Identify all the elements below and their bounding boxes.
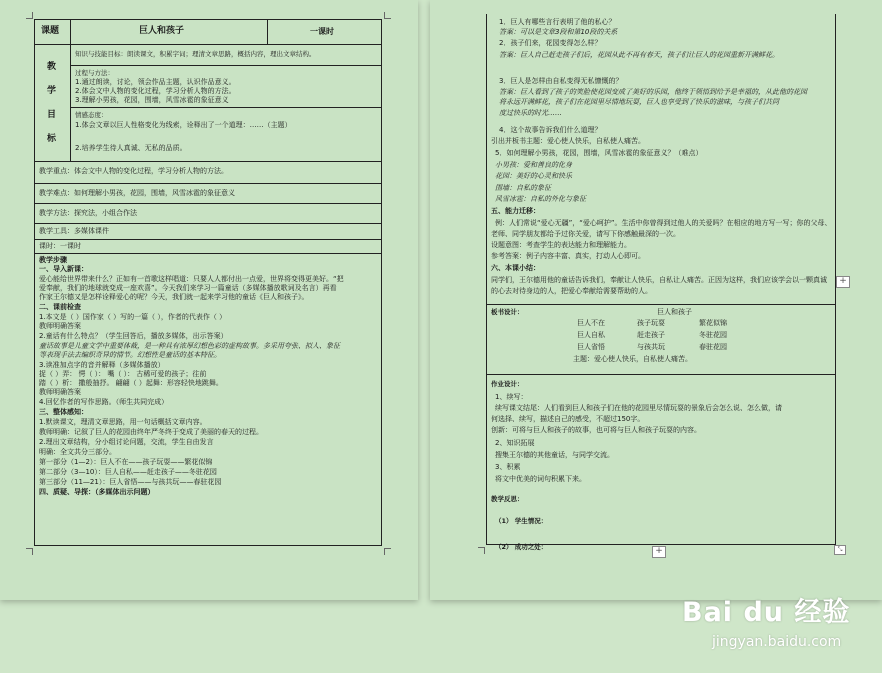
homework-design xyxy=(487,374,835,551)
question-line: 答案：巨人看到了孩子的笑脸使花园变成了美好的乐园，他终于领悟到给予是幸福的，从此他的花园 xyxy=(499,88,807,96)
key-point: 教学重点：体会文中人物的变化过程，学习分析人物的方法。 xyxy=(39,167,228,175)
emotion-title: 情感态度： xyxy=(75,111,108,119)
question-line: 3．巨人是怎样由自私变得无私慷慨的？ xyxy=(499,77,623,85)
subject-label: 课题 xyxy=(41,26,60,36)
process-item: 3.理解小男孩，花园，围墙，风雪冰雹的象征意义 xyxy=(75,96,229,104)
baidu-jingyan-watermark xyxy=(682,590,882,673)
transfer-line: 设题意图：考查学生的表达能力和理解能力。 xyxy=(491,241,631,249)
check-line: 踏（ ）析： 撒般抽抒。 翩翩（ ）起舞：形容轻快地跳舞。 xyxy=(39,379,223,387)
check-line: 童话故事是儿童文学中重要体裁，是一种具有浓厚幻想色彩的虚构故事。多采用夸张、拟人、象征 xyxy=(39,342,340,350)
homework-line: 搜集王尔德的其他童话，与同学交流。 xyxy=(495,451,614,459)
emotion-item: 2.培养学生待人真诚、无私的品质。 xyxy=(75,144,187,152)
question-line: 答案：可以是文章3段和第10段的关系 xyxy=(499,28,618,36)
homework-label: 作业设计： xyxy=(491,380,524,388)
question-line: 将永远开满鲜花，孩子们在花园里尽情地玩耍，巨人也享受到了快乐的滋味，与孩子们共同 xyxy=(499,98,779,106)
process-title: 过程与方法： xyxy=(75,69,114,77)
margin-mark xyxy=(26,12,33,19)
homework-line: 续写课文结尾：人们看到巨人和孩子们在他的花园里尽情玩耍的景象后会怎么说、怎么做，请 xyxy=(495,404,782,412)
reflection-item: （1） 学生情况： xyxy=(495,517,548,525)
homework-line: 何选择、续写，描述自己的感受，不超过150字。 xyxy=(491,415,645,423)
class-hours: 课时：一课时 xyxy=(39,242,81,250)
board-theme: 主题：爱心使人快乐，自私使人痛苦。 xyxy=(573,355,692,363)
overview-line: 2.理出文章结构，分小组讨论问题，交流，学生自由发言 xyxy=(39,438,214,446)
question-line: 5．如何理解小男孩，花园，围墙，风雪冰雹的象征意义？（难点） xyxy=(495,149,703,157)
question-line: 风雪冰雹：自私的外化与象征 xyxy=(495,195,586,203)
lesson-period: 一课时 xyxy=(310,27,334,36)
check-line: 3.读准加点字的音并解释（多媒体播放） xyxy=(39,361,165,369)
check-line: 4.回忆作者的写作思路。（师生共同完成） xyxy=(39,398,169,406)
transfer-line: 老师、同学朋友都给予过你关爱，请写下你感触最深的一次。 xyxy=(491,230,680,238)
reflection-item: （2） 成功之处： xyxy=(495,543,548,551)
board-label: 板书设计： xyxy=(491,308,524,316)
board-cell: 春驻花园 xyxy=(699,343,727,351)
lesson-plan-table xyxy=(34,19,382,546)
questions-block xyxy=(487,14,835,304)
homework-line: 1、续写： xyxy=(495,393,528,401)
overview-line: 第一部分（1—2）：巨人不在——孩子玩耍——繁花似锦 xyxy=(39,458,213,466)
process-item: 2.体会文中人物的变化过程，学习分析人物的方法。 xyxy=(75,87,236,95)
overview-line: 第三部分（11—21）：巨人省悟——与孩共玩——春驻花园 xyxy=(39,478,222,486)
homework-line: 创新：可将与巨人和孩子的故事，也可将与巨人和孩子玩耍的内容。 xyxy=(491,426,701,434)
watermark-logo: Bai du 经验 xyxy=(682,597,851,628)
board-cell: 巨人自私 xyxy=(577,331,605,339)
question-line: 2．孩子们来，花园变得怎么样？ xyxy=(499,39,602,47)
question-line: 引出并板书主题：爱心使人快乐，自私使人痛苦。 xyxy=(491,137,645,145)
board-design xyxy=(487,304,835,374)
summary-line: 同学们，王尔德用他的童话告诉我们，奉献让人快乐，自私让人痛苦。正因为这样，我们应该学会以一颗真诚 xyxy=(491,276,827,284)
process-heading: 教学步骤 xyxy=(39,256,67,264)
teaching-tools: 教学工具：多媒体课件 xyxy=(39,227,109,235)
section-heading: 五、能力迁移： xyxy=(491,207,540,215)
intro-line: 爱奉献，我们的地球就变成一座欢喜”。今天我们来学习一篇童话（多媒体播放歌词及名言）再看 xyxy=(39,284,337,292)
reflection-label: 教学反思： xyxy=(491,495,524,503)
objective-side-char: 标 xyxy=(47,134,57,144)
question-line: 度过快乐的时光…… xyxy=(499,109,562,117)
transfer-line: 例：人们常说“爱心无疆”，“爱心呵护”。生活中你曾得到过他人的关爱吗？在相应的地方写一写；你的父母、 xyxy=(495,219,832,227)
check-line: 捉（ ）弄： 愕（ ）： 嘴（ ）： 古稀可爱的孩子；往前 xyxy=(39,370,207,378)
question-line: 4．这个故事告诉我们什么道理？ xyxy=(499,126,602,134)
board-cell: 繁花似锦 xyxy=(699,319,727,327)
margin-mark xyxy=(384,12,391,19)
knowledge-objective: 知识与技能目标：朗读课文，积累字词；理清文章思路，概括内容，理出文章结构。 xyxy=(75,50,316,58)
objective-side-char: 学 xyxy=(47,86,57,96)
teaching-process xyxy=(35,253,381,545)
question-line: 花园：美好的心灵和快乐 xyxy=(495,172,572,180)
overview-line: 教师明确：记叙了巨人的花园由终年严冬终于变成了美丽的春天的过程。 xyxy=(39,428,263,436)
margin-mark xyxy=(384,548,391,555)
margin-mark xyxy=(478,547,485,554)
overview-line: 第二部分（3—10）：巨人自私——赶走孩子——冬驻花园 xyxy=(39,468,217,476)
section-heading: 三、整体感知： xyxy=(39,408,88,416)
objective-side-char: 教 xyxy=(47,62,57,72)
overview-line: 四、质疑、导探：（多媒体出示问题） xyxy=(39,488,155,496)
board-cell: 冬驻花园 xyxy=(699,331,727,339)
board-cell: 与孩共玩 xyxy=(637,343,665,351)
margin-mark xyxy=(26,548,33,555)
lesson-title: 巨人和孩子 xyxy=(139,26,185,36)
board-cell: 孩子玩耍 xyxy=(637,319,665,327)
document-page-left xyxy=(0,0,418,600)
board-title: 巨人和孩子 xyxy=(657,308,692,316)
difficulty: 教学难点：如何理解小男孩，花园，围墙，风雪冰雹的象征意义 xyxy=(39,189,235,197)
table-resize-handle[interactable]: ⤡ xyxy=(834,545,846,555)
table-add-row-handle[interactable]: + xyxy=(836,276,850,288)
intro-line: 爱心能给世界带来什么？正如有一首歌这样唱道：只要人人都付出一点爱，世界将变得更美好。“把 xyxy=(39,275,344,283)
check-line: 等表现手法去编织奇异的情节。幻想性是童话的基本特征。 xyxy=(39,351,221,359)
question-line: 1．巨人有哪些言行表明了他的私心？ xyxy=(499,18,616,26)
board-cell: 赶走孩子 xyxy=(637,331,665,339)
emotion-item: 1.体会文章以巨人性格变化为线索，诠释出了一个道理：……（主题） xyxy=(75,121,292,129)
section-heading: 一、导入新课： xyxy=(39,265,88,273)
table-add-row-bottom-handle[interactable]: + xyxy=(652,546,666,558)
watermark-url: jingyan.baidu.com xyxy=(712,634,842,650)
homework-line: 2、知识拓展 xyxy=(495,439,535,447)
summary-line: 的心去对待身边的人，把爱心奉献给需要帮助的人。 xyxy=(491,287,652,295)
check-line: 教师明确答案 xyxy=(39,322,81,330)
check-line: 教师明确答案 xyxy=(39,388,81,396)
lesson-plan-table-continued xyxy=(486,14,836,551)
homework-line: 3、积累 xyxy=(495,463,521,471)
check-line: 2.童话有什么特点？（学生回答后，播放多媒体，出示答案） xyxy=(39,332,228,340)
overview-line: 明确：全文共分三部分。 xyxy=(39,448,116,456)
teaching-method: 教学方法：探究法，小组合作法 xyxy=(39,209,137,217)
section-heading: 六、本课小结： xyxy=(491,264,540,272)
objective-side-char: 目 xyxy=(47,110,57,120)
document-page-right xyxy=(430,0,882,600)
process-item: 1.通过朗读，讨论，领会作品主题，认识作品意义。 xyxy=(75,78,236,86)
question-line: 答案：巨人自己赶走孩子们后，花园从此不再有春天，孩子们让巨人的花园重新开满鲜花。 xyxy=(499,51,779,59)
board-cell: 巨人不在 xyxy=(577,319,605,327)
section-heading: 二、课前检查 xyxy=(39,303,81,311)
homework-line: 将文中优美的词句积累下来。 xyxy=(495,475,586,483)
overview-line: 1.默读课文，理清文章思路，用一句话概括文章内容。 xyxy=(39,418,207,426)
question-line: 小男孩：爱和善良的化身 xyxy=(495,161,572,169)
board-cell: 巨人省悟 xyxy=(577,343,605,351)
question-line: 围墙：自私的象征 xyxy=(495,184,551,192)
intro-line: 作家王尔德又是怎样诠释爱心的呢？今天，我们就一起来学习他的童话《巨人和孩子》。 xyxy=(39,293,309,301)
transfer-line: 参考答案：例子内容丰富、真实，打动人心即可。 xyxy=(491,252,645,260)
check-line: 1.本文是（ ）国作家（ ）写的一篇（ ），作者的代表作（ ） xyxy=(39,313,227,321)
